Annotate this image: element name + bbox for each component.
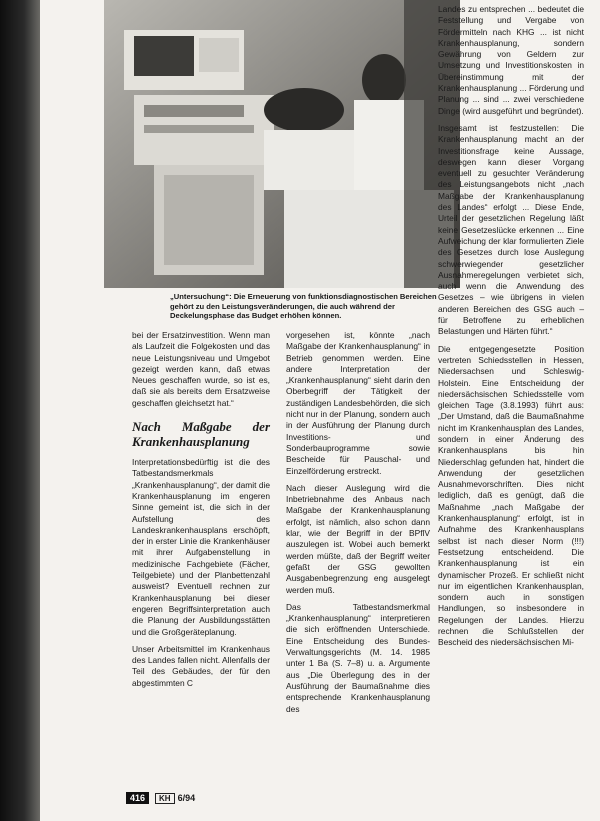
column-left-paragraph-1: bei der Ersatzinvestition. Wenn man als Laufzeit die Folgekosten und das neue Leistungsniveau und Umgebot gezeigt werden kann, daß etwas Neues geschaffen wurde, so ist es, daß sie als bereits dem Ersatzweise geschaffen gleichsetzt hat.“ xyxy=(132,330,270,408)
column-middle-paragraph-3: Das Tatbestandsmerkmal „Krankenhausplanung“ interpretieren die sich eröffnenden Unterschiede. Eine Entscheidung des Bundes-Verwaltungsgerichts (M. 14. 1985 unter 1 Ba (S. 7–8) u. a. Argumente aus „Die Überlegung des in der Ausführung der Baumaßnahme dies entsprechende Krankenhausplanung des xyxy=(286,601,430,714)
issue-number: 6/94 xyxy=(177,793,196,803)
column-middle-paragraph-2: Nach dieser Auslegung wird die Inbetriebnahme des Anbaus nach Maßgabe der Krankenhausplanung erfolgt, ist nämlich, also schon dann klar, wie der Begriff in der BPflV auszulegen ist. Wobei auch bemerkt werden müßte, daß der Begriff weiter gefaßt der GSG gewollten Ausgabenbegrenzung eng ausgelegt werden muß. xyxy=(286,482,430,595)
column-right-paragraph-1: Landes zu entsprechen ... bedeutet die Feststellung und Vergabe von Fördermitteln nach KHG ... ist nicht Krankenhausplanung, sondern Gewährung von Geldern zur Umsetzung und Investitionskosten in Übereinstimmung mit der Krankenhausplanung ... Förderung und Planung ... sind ... zwei verschiedene Dinge (wird ausgeführt und begründet). xyxy=(438,4,584,116)
examination-photo-graphic xyxy=(104,0,460,288)
page-number: 416 xyxy=(126,792,149,804)
book-binding-shadow xyxy=(0,0,40,821)
column-right-paragraph-3: Die entgegengesetzte Position vertreten Schiedsstellen in Hessen, Niedersachsen und Schleswig-Holstein. Eine Entscheidung der niedersächsischen Schiedsstelle vom gleichen Tage (3.8.1993) führt aus: „Der Umstand, daß die Baumaßnahme nicht im Krankenhausplan des Landes, sondern in einer Änderung des Krankenhausplans bis hin Niederschlag gefunden hat, hindert die Anwendung der gesetzlichen Ausnahmevorschriften. Dies nicht lediglich, daß es genügt, daß die Maßnahme „nach Maßgabe der Krankenhausplanung“ erfolgt, ist in Aufnahme des Krankenhausplans selbst ist nach dieser Norm (!!!) Festsetzung entscheidend. Die Krankenhausplanung ist ein dynamischer Prozeß. Er schließt nicht nur im eigentlichen Krankenhausplan, sondern auch in sonstigen Handlungen, so insbesondere in Regelungen der Landes. Hierzu rechnen die Schlußstellen der Bescheid des niedersächsischen Mi- xyxy=(438,343,584,648)
column-middle xyxy=(286,330,430,721)
photo-ultrasound-examination xyxy=(104,0,460,288)
column-right-paragraph-2: Insgesamt ist festzustellen: Die Krankenhausplanung macht an der Investitionsfrage keine Aussage, deswegen kann dieser Vorgang eventuell zu gesuchter Veränderung des Leistungsangebots nicht „nach Maßgabe der Krankenhausplanung des Landes“ erfolgt ... Diese Ende, Urteil der gesetzlichen Regelung läßt keine Gesetzeslücke erkennen ... Eine Aufweichung der klar formulierten Ziele des Gesetzes durch lose Auslegung schwerwiegender gesetzlicher Ausnahmeregelungen verbietet sich, auch wenn die Anwendung des Gesetzes – wie übrigens in vielen anderen Bereichen des GSG auch – für Betroffene zu erheblichen Belastungen und Härten führt.“ xyxy=(438,122,584,337)
column-right xyxy=(438,4,584,655)
photo-caption: „Untersuchung“: Die Erneuerung von funktionsdiagnostischen Bereichen gehört zu den Leistungsveränderungen, die auch während der Deckelungsphase das Budget erhöhen können. xyxy=(170,292,437,321)
column-left-paragraph-3: Unser Arbeitsmittel im Krankenhaus des Landes fallen nicht. Allenfalls der Teil des Gebäudes, der für den abgestimmten C xyxy=(132,643,270,688)
page-footer xyxy=(126,792,195,804)
column-left xyxy=(132,330,270,695)
magazine-page xyxy=(40,0,600,821)
journal-logo: KH xyxy=(155,793,175,804)
column-left-paragraph-2: Interpretationsbedürftig ist die des Tatbestandsmerkmals „Krankenhausplanung“, der damit die Krankenhausplanung im engeren Sinne gemeint ist, die sich in der Aufstellung des Landeskrankenhausplans erschöpft, der in erster Linie die Krankenhäuser mit ihrer Aufgabenstellung in medizinische Fachgebiete (Fächer, Teilgebiete) und der Planbettenzahl ausweist? Eventuell rechnen zur Krankenhausplanung bei dieser engeren Begriffsinterpretation auch die Planung der Ausbildungsstätten und die Großgeräteplanung. xyxy=(132,457,270,637)
section-subheading: Nach Maßgabe der Krankenhausplanung xyxy=(132,419,270,450)
column-middle-paragraph-1: vorgesehen ist, könnte „nach Maßgabe der Krankenhausplanung“ in Betrieb genommen werden. Eine andere Interpretation der „Krankenhausplanung“ sieht darin den Oberbegriff der Tätigkeit der zuständigen Landesbehörden, die sich nicht nur in der Planung, sondern auch in der Ausführung der Planung durch Investitions- und Sonderbauprogramme sowie Bescheide für Pauschal- und Einzelförderung erstreckt. xyxy=(286,330,430,476)
